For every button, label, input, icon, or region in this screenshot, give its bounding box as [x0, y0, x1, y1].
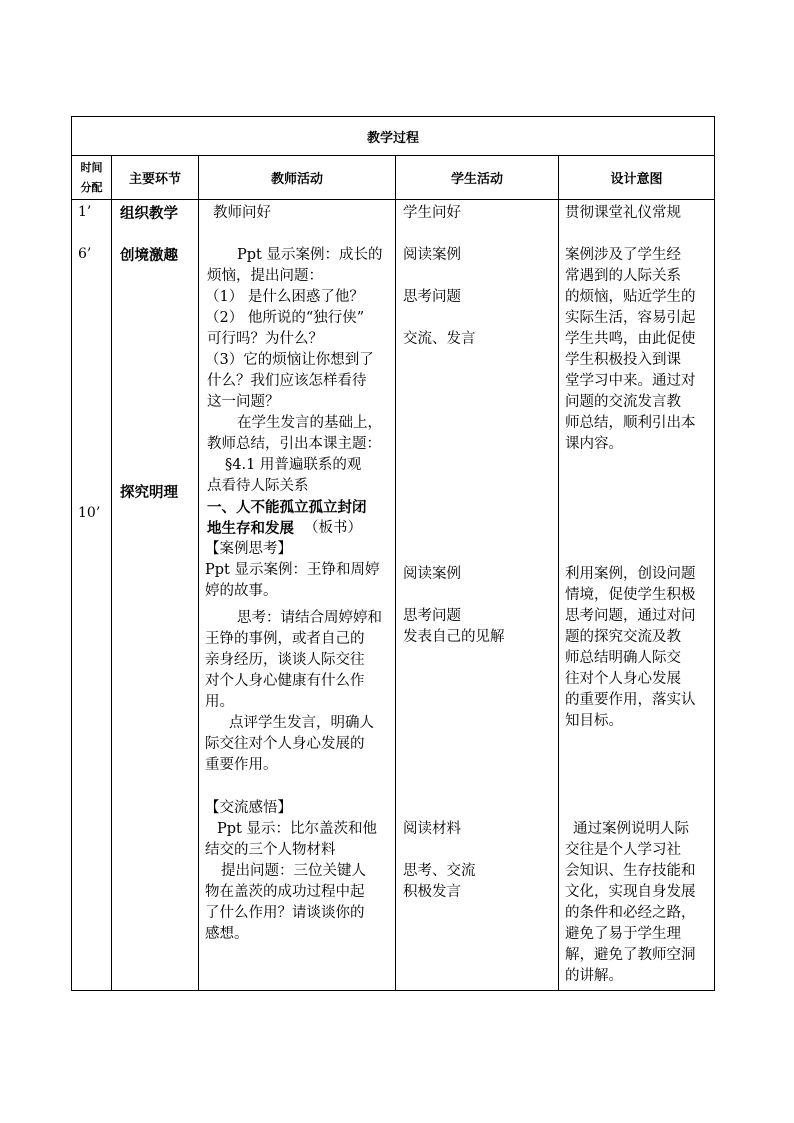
intent-line: 的讲解。 — [565, 968, 623, 984]
teacher-line: 教师总结，引出本课主题： — [207, 436, 381, 452]
teacher-line: §4.1 用普遍联系的观 — [225, 457, 362, 473]
header-intent: 设计意图 — [559, 156, 715, 200]
intent-line: 知目标。 — [565, 713, 623, 729]
intent-line: 往对个人身心发展 — [565, 671, 681, 687]
intent-line: 文化，实现自身发展 — [565, 884, 696, 900]
intent-line: 的重要作用，落实认 — [565, 692, 696, 708]
teacher-line: 思考：请结合周婷婷和 — [237, 610, 382, 626]
header-time-line1: 时间 — [80, 160, 103, 174]
teacher-line: （1） 是什么困惑了他？ — [205, 289, 364, 305]
teacher-line: 王铮的事例，或者自己的 — [205, 631, 365, 647]
section-name: 组织教学 — [120, 205, 178, 222]
teaching-process-table — [71, 116, 715, 991]
intent-line: 题的探究交流及教 — [565, 629, 681, 645]
student-line: 阅读案例 — [403, 247, 461, 263]
intent-line: 实际生活，容易引起 — [565, 310, 696, 326]
teacher-line: （板书） — [304, 520, 362, 536]
teacher-line: 重要作用。 — [205, 757, 278, 773]
intent-line: 问题的交流发言教 — [565, 394, 681, 410]
time-value: 10’ — [78, 505, 101, 521]
teacher-heading: 地生存和发展 — [207, 520, 294, 537]
intent-line: 常遇到的人际关系 — [565, 268, 681, 284]
header-time-line2: 分配 — [80, 180, 103, 194]
teacher-column — [199, 200, 396, 991]
time-value: 6’ — [78, 246, 92, 262]
teacher-line: 【案例思考】 — [205, 541, 292, 557]
student-line: 阅读材料 — [403, 821, 461, 837]
intent-line: 堂学习中来。通过对 — [565, 373, 696, 389]
teacher-line: 点看待人际关系 — [207, 478, 309, 494]
student-line: 思考问题 — [403, 289, 461, 305]
intent-line: 案例涉及了学生经 — [565, 247, 681, 263]
student-line: 学生问好 — [403, 205, 461, 221]
section-column — [112, 200, 199, 991]
teacher-line: 提出问题：三位关键人 — [221, 863, 366, 879]
teacher-line: 感想。 — [205, 926, 249, 942]
student-line: 积极发言 — [403, 884, 461, 900]
teacher-line: Ppt 显示案例：成长的 — [237, 247, 383, 263]
intent-line: 交往是个人学习社 — [565, 842, 681, 858]
intent-line: 学生积极投入到课 — [565, 352, 681, 368]
header-time — [72, 156, 112, 200]
header-teacher: 教师活动 — [199, 156, 396, 200]
student-line: 阅读案例 — [403, 566, 461, 582]
intent-line: 思考问题，通过对问 — [565, 608, 696, 624]
intent-line: 利用案例，创设问题 — [565, 566, 696, 582]
teacher-heading: 一、人不能孤立孤立封闭 — [207, 499, 367, 516]
teacher-line: （3）它的烦恼让你想到了 — [205, 352, 374, 368]
teacher-line: 烦恼，提出问题： — [207, 268, 323, 284]
student-line: 思考问题 — [403, 608, 461, 624]
teacher-line: Ppt 显示案例：王铮和周婷 — [205, 562, 380, 578]
intent-line: 课内容。 — [565, 436, 623, 452]
teacher-line: 教师问好 — [213, 205, 271, 221]
intent-line: 通过案例说明人际 — [573, 821, 689, 837]
intent-line: 会知识、生存技能和 — [565, 863, 696, 879]
intent-line: 情境，促使学生积极 — [565, 587, 696, 603]
student-column — [396, 200, 559, 991]
teacher-line: 可行吗？为什么？ — [207, 331, 323, 347]
header-row — [72, 156, 715, 200]
teacher-line: 了什么作用？请谈谈你的 — [205, 905, 365, 921]
intent-line: 师总结，顺利引出本 — [565, 415, 696, 431]
student-line: 思考、交流 — [403, 863, 476, 879]
intent-line: 的烦恼，贴近学生的 — [565, 289, 696, 305]
section-name: 创境激趣 — [120, 247, 178, 264]
teacher-line: 亲身经历，谈谈人际交往 — [205, 652, 365, 668]
teacher-line: 婷的故事。 — [205, 583, 278, 599]
teacher-line: 对个人身心健康有什么作 — [205, 673, 365, 689]
body-row — [72, 200, 715, 991]
time-column — [72, 200, 112, 991]
intent-column — [559, 200, 715, 991]
header-student: 学生活动 — [396, 156, 559, 200]
header-section: 主要环节 — [112, 156, 199, 200]
intent-line: 师总结明确人际交 — [565, 650, 681, 666]
teacher-line: 物在盖茨的成功过程中起 — [205, 884, 365, 900]
table-title: 教学过程 — [72, 117, 715, 156]
intent-line: 的条件和必经之路， — [565, 905, 696, 921]
intent-line: 解，避免了教师空洞 — [565, 947, 696, 963]
teacher-line: 点评学生发言，明确人 — [229, 715, 374, 731]
student-line: 发表自己的见解 — [403, 629, 505, 645]
intent-line: 避免了易于学生理 — [565, 926, 681, 942]
teacher-line: 结交的三个人物材料 — [205, 842, 336, 858]
teacher-line: 际交往对个人身心发展的 — [205, 736, 365, 752]
time-value: 1’ — [78, 204, 92, 220]
teacher-line: 什么？我们应该怎样看待 — [207, 373, 367, 389]
teacher-line: 用。 — [205, 694, 234, 710]
teacher-line: 在学生发言的基础上， — [237, 415, 382, 431]
teacher-line: （2） 他所说的“独行侠” — [205, 310, 365, 326]
section-name: 探究明理 — [120, 484, 178, 501]
teacher-line: 这一问题？ — [207, 394, 280, 410]
teacher-line: Ppt 显示：比尔盖茨和他 — [217, 821, 377, 837]
student-line: 交流、发言 — [403, 331, 476, 347]
teacher-line: 【交流感悟】 — [205, 800, 292, 816]
intent-line: 学生共鸣，由此促使 — [565, 331, 696, 347]
intent-line: 贯彻课堂礼仪常规 — [565, 205, 681, 221]
